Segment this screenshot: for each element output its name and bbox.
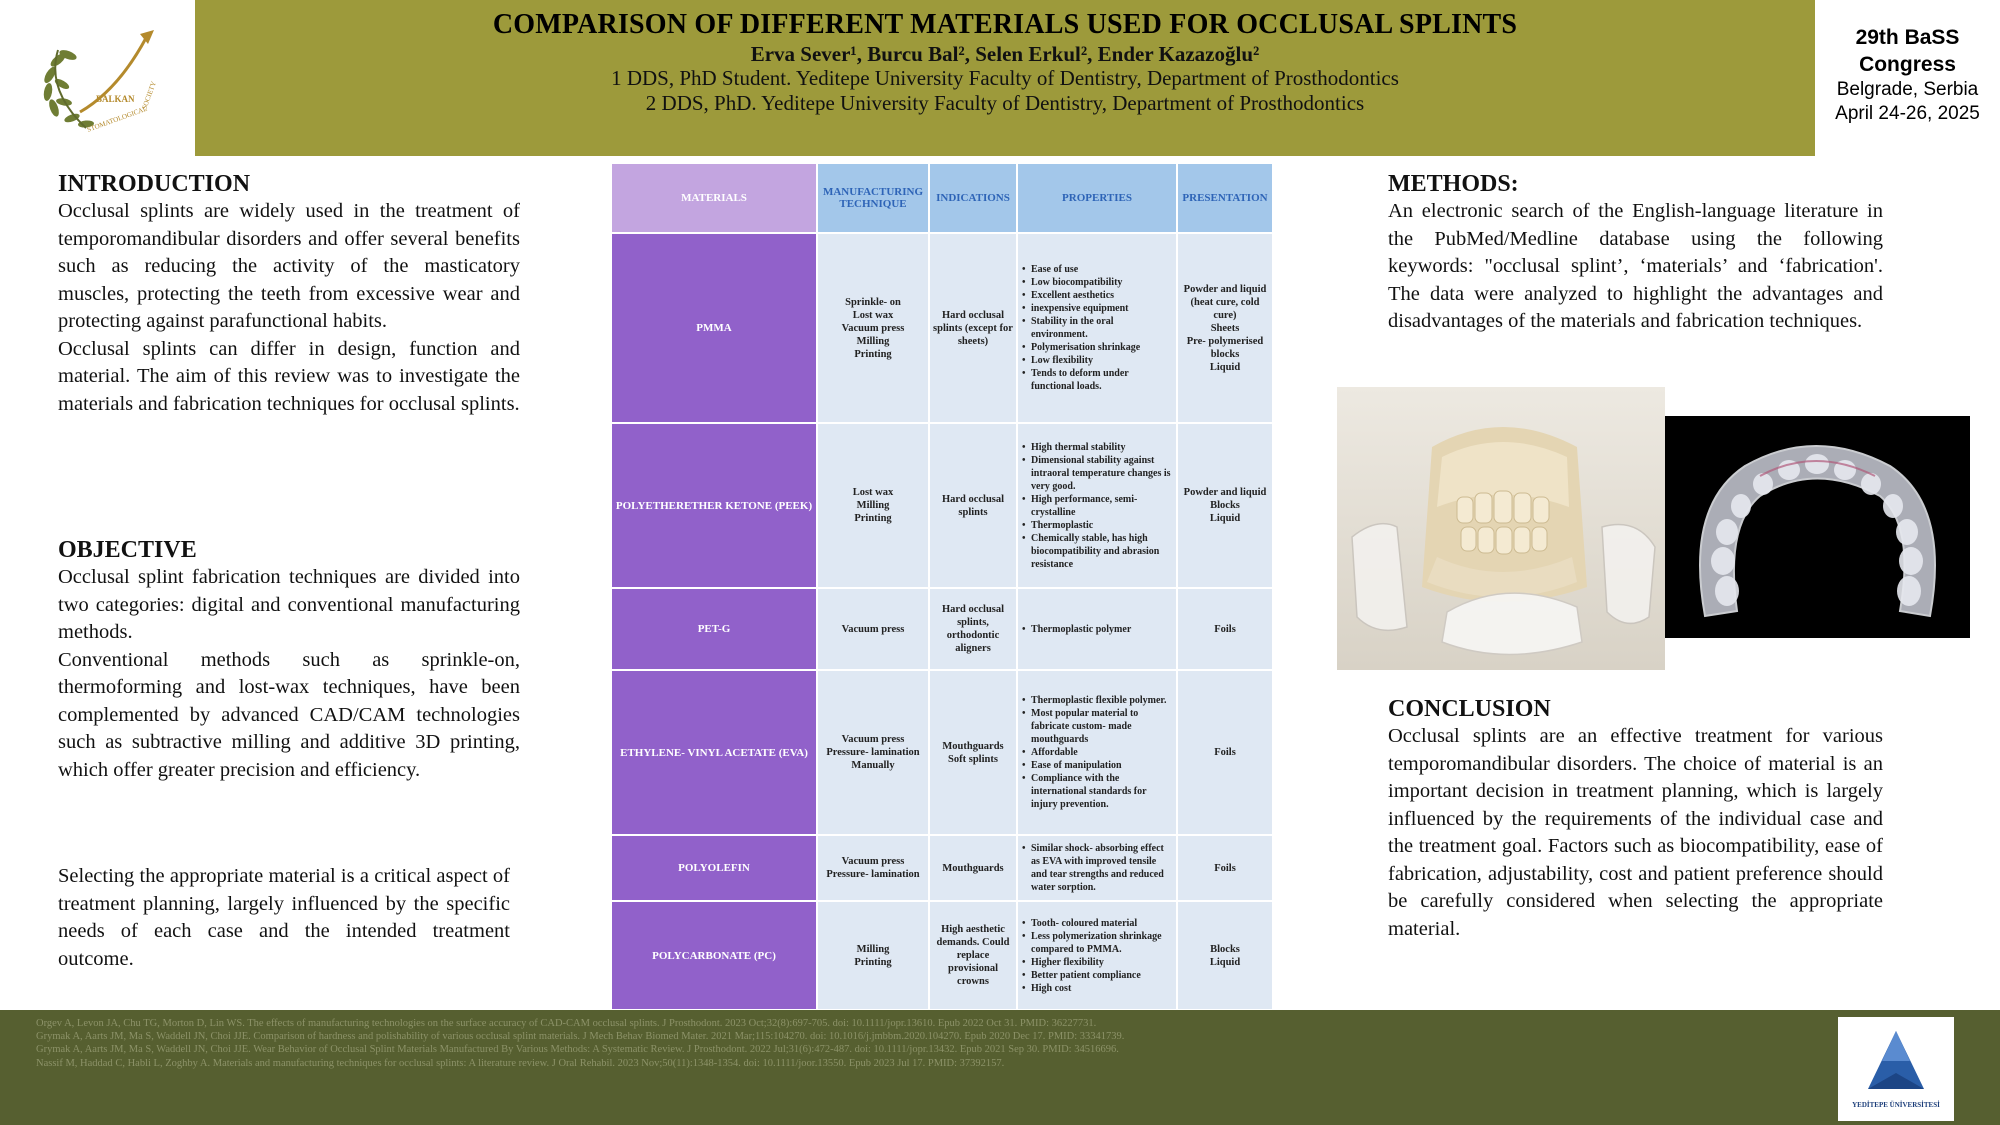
affiliation-2: 2 DDS, PhD. Yeditepe University Faculty of Dentistry, Department of Prosthodontics xyxy=(645,91,1365,115)
property-item: • Low flexibility xyxy=(1022,354,1172,367)
table-row xyxy=(611,670,1272,835)
header-presentation: PRESENTATION xyxy=(1177,163,1272,233)
methods-paragraph: An electronic search of the English-language literature in the PubMed/Medline database using the following keywords: "occlusal splint’, ‘materials’ and ‘fabrication'. The data were analyzed to highlight the advantages and disadvantages of the materials and fabrication techniques. xyxy=(1388,200,1883,332)
objective-paragraph-1: Occlusal splint fabrication techniques are divided into two categories: digital and conventional manufacturing methods. xyxy=(58,566,520,643)
indications-cell: Mouthguards xyxy=(929,835,1017,901)
header-properties: PROPERTIES xyxy=(1017,163,1177,233)
indications-cell: High aesthetic demands. Could replace provisional crowns xyxy=(929,901,1017,1009)
conclusion-section xyxy=(1388,695,1883,943)
yeditepe-university-logo xyxy=(1838,1017,1954,1121)
reference-item: Grymak A, Aarts JM, Ma S, Waddell JN, Choi JJE. Wear Behavior of Occlusal Splint Materials Manufactured By Various Methods: A Systematic Review. J Prosthodont. 2022 Jul;31(6):472-487. doi: 10.1111/jopr.13432. Epub 2021 Sep 30. PMID: 34516696. xyxy=(36,1044,1119,1056)
objective-section xyxy=(58,536,520,784)
properties-list xyxy=(1022,263,1172,393)
introduction-heading: INTRODUCTION xyxy=(58,171,251,197)
materials-table-container xyxy=(610,162,1272,1009)
property-item: • Excellent aesthetics xyxy=(1022,289,1172,302)
congress-dates: April 24-26, 2025 xyxy=(1835,103,1980,124)
property-item: • High performance, semi-crystalline xyxy=(1022,493,1172,519)
property-item: • Ease of use xyxy=(1022,263,1172,276)
properties-cell xyxy=(1017,588,1177,670)
technique-cell: Vacuum press Pressure- lamination Manually xyxy=(817,670,929,835)
properties-list xyxy=(1022,694,1172,811)
material-cell: POLYETHERETHER KETONE (PEEK) xyxy=(611,423,817,588)
conclusion-paragraph: Occlusal splints are an effective treatment for various temporomandibular disorders. The choice of material is an important decision in treatment planning, which is largely influenced by the requirements of the individual case and the treatment goal. Factors such as biocompatibility, ease of fabrication, adjustability, cost and patient preference should be carefully considered when selecting the appropriate material. xyxy=(1388,725,1883,940)
technique-cell: Lost wax Milling Printing xyxy=(817,423,929,588)
reference-item: Orgev A, Levon JA, Chu TG, Morton D, Lin WS. The effects of manufacturing technologies on the surface accuracy of CAD-CAM occlusal splints. J Prosthodont. 2023 Oct;32(8):697-705. doi: 10.1111/jopr.13610. Epub 2022 Oct 31. PMID: 36227731. xyxy=(36,1018,1097,1029)
header-materials: MATERIALS xyxy=(611,163,817,233)
properties-list xyxy=(1022,842,1172,894)
table-row xyxy=(611,423,1272,588)
indications-cell: Mouthguards Soft splints xyxy=(929,670,1017,835)
table-header-row xyxy=(611,163,1272,233)
material-cell: PET-G xyxy=(611,588,817,670)
material-cell: ETHYLENE- VINYL ACETATE (EVA) xyxy=(611,670,817,835)
svg-text:SOCIETY: SOCIETY xyxy=(140,80,158,111)
conclusion-heading: CONCLUSION xyxy=(1388,696,1551,722)
technique-cell: Vacuum press xyxy=(817,588,929,670)
reference-item: Grymak A, Aarts JM, Ma S, Waddell JN, Choi JJE. Comparison of hardness and polishability of various occlusal splint materials. J Mech Behav Biomed Mater. 2021 Mar;115:104270. doi: 10.1016/j.jmbbm.2020.104270. Epub 2020 Dec 17. PMID: 33341739. xyxy=(36,1031,1125,1043)
indications-cell: Hard occlusal splints (except for sheets) xyxy=(929,233,1017,423)
table-row xyxy=(611,233,1272,423)
svg-text:BALKAN: BALKAN xyxy=(96,94,135,104)
property-item: • Low biocompatibility xyxy=(1022,276,1172,289)
presentation-cell: Powder and liquid Blocks Liquid xyxy=(1177,423,1272,588)
poster-header xyxy=(195,8,1815,116)
table-row xyxy=(611,835,1272,901)
presentation-cell: Powder and liquid (heat cure, cold cure) Sheets Pre- polymerised blocks Liquid xyxy=(1177,233,1272,423)
property-item: • Compliance with the international standards for injury prevention. xyxy=(1022,772,1172,811)
introduction-section xyxy=(58,170,520,418)
affiliation-1: 1 DDS, PhD Student. Yeditepe University Faculty of Dentistry, Department of Prosthodontics xyxy=(611,66,1399,90)
presentation-cell: Foils xyxy=(1177,670,1272,835)
properties-list xyxy=(1022,623,1172,636)
property-item: • Stability in the oral environment. xyxy=(1022,315,1172,341)
objective-paragraph-2: Conventional methods such as sprinkle-on, thermoforming and lost-wax techniques, have been complemented by advanced CAD/CAM technologies such as subtractive milling and additive 3D printing, which offer greater precision and efficiency. xyxy=(58,648,520,781)
congress-name-line2: Congress xyxy=(1859,53,1956,76)
congress-info xyxy=(1815,24,2000,126)
property-item: • Better patient compliance xyxy=(1022,969,1172,982)
properties-cell xyxy=(1017,670,1177,835)
svg-text:YEDİTEPE ÜNİVERSİTESİ: YEDİTEPE ÜNİVERSİTESİ xyxy=(1852,1101,1940,1109)
reference-item: Nassif M, Haddad C, Habli L, Zoghby A. Materials and manufacturing techniques for occlusal splints: A literature review. J Oral Rehabil. 2023 Nov;50(11):1348-1354. doi: 10.1111/joor.13550. Epub 2023 Jul 17. PMID: 37392157. xyxy=(36,1057,1005,1069)
dental-model-with-splints-photo xyxy=(1337,387,1665,670)
technique-cell: Sprinkle- on Lost wax Vacuum press Milling Printing xyxy=(817,233,929,423)
material-cell: POLYOLEFIN xyxy=(611,835,817,901)
property-item: • Most popular material to fabricate custom- made mouthguards xyxy=(1022,707,1172,746)
table-row xyxy=(611,901,1272,1009)
technique-cell: Vacuum press Pressure- lamination xyxy=(817,835,929,901)
congress-location: Belgrade, Serbia xyxy=(1836,79,1979,100)
property-item: • inexpensive equipment xyxy=(1022,302,1172,315)
header-indications: INDICATIONS xyxy=(929,163,1017,233)
materials-table xyxy=(610,162,1272,1009)
presentation-cell: Foils xyxy=(1177,835,1272,901)
property-item: • Dimensional stability against intraoral temperature changes is very good. xyxy=(1022,454,1172,493)
indications-cell: Hard occlusal splints, orthodontic aligners xyxy=(929,588,1017,670)
property-item: • Higher flexibility xyxy=(1022,956,1172,969)
objective-heading: OBJECTIVE xyxy=(58,537,197,563)
properties-cell xyxy=(1017,901,1177,1009)
property-item: • Thermoplastic flexible polymer. xyxy=(1022,694,1172,707)
material-cell: POLYCARBONATE (PC) xyxy=(611,901,817,1009)
material-cell: PMMA xyxy=(611,233,817,423)
poster-title: COMPARISON OF DIFFERENT MATERIALS USED FOR OCCLUSAL SPLINTS xyxy=(492,9,1518,40)
presentation-cell: Foils xyxy=(1177,588,1272,670)
properties-cell xyxy=(1017,835,1177,901)
property-item: • Thermoplastic xyxy=(1022,519,1172,532)
property-item: • Less polymerization shrinkage compared to PMMA. xyxy=(1022,930,1172,956)
property-item: • Similar shock- absorbing effect as EVA with improved tensile and tear strengths and reduced water sorption. xyxy=(1022,842,1172,894)
property-item: • Tends to deform under functional loads. xyxy=(1022,367,1172,393)
properties-cell xyxy=(1017,423,1177,588)
introduction-paragraph-1: Occlusal splints are widely used in the treatment of temporomandibular disorders and offer several benefits such as reducing the activity of the masticatory muscles, protecting the teeth from excessive wear and protecting against parafunctional habits. xyxy=(58,200,520,332)
objective-closing xyxy=(58,863,510,973)
presentation-cell: Blocks Liquid xyxy=(1177,901,1272,1009)
property-item: • Polymerisation shrinkage xyxy=(1022,341,1172,354)
property-item: • Thermoplastic polymer xyxy=(1022,623,1172,636)
clear-occlusal-splint-photo xyxy=(1665,416,1970,638)
table-row xyxy=(611,588,1272,670)
introduction-paragraph-2: Occlusal splints can differ in design, function and material. The aim of this review was to investigate the materials and fabrication techniques for occlusal splints. xyxy=(58,337,520,415)
properties-list xyxy=(1022,441,1172,571)
svg-text:STOMATOLOGICAL: STOMATOLOGICAL xyxy=(85,104,149,134)
balkan-society-logo xyxy=(28,20,178,145)
properties-list xyxy=(1022,917,1172,995)
methods-heading: METHODS: xyxy=(1388,171,1519,197)
property-item: • High cost xyxy=(1022,982,1172,995)
header-technique: MANUFACTURING TECHNIQUE xyxy=(817,163,929,233)
property-item: • Chemically stable, has high biocompatibility and abrasion resistance xyxy=(1022,532,1172,571)
property-item: • High thermal stability xyxy=(1022,441,1172,454)
property-item: • Affordable xyxy=(1022,746,1172,759)
properties-cell xyxy=(1017,233,1177,423)
property-item: • Ease of manipulation xyxy=(1022,759,1172,772)
methods-section xyxy=(1388,170,1883,336)
technique-cell: Milling Printing xyxy=(817,901,929,1009)
objective-paragraph-3: Selecting the appropriate material is a critical aspect of treatment planning, largely influenced by the specific needs of each case and the intended treatment outcome. xyxy=(58,865,510,970)
authors-line: Erva Sever¹, Burcu Bal², Selen Erkul², Ender Kazazoğlu² xyxy=(750,42,1260,66)
property-item: • Tooth- coloured material xyxy=(1022,917,1172,930)
congress-name-line1: 29th BaSS xyxy=(1855,26,1960,49)
references-list xyxy=(36,1017,1256,1070)
indications-cell: Hard occlusal splints xyxy=(929,423,1017,588)
